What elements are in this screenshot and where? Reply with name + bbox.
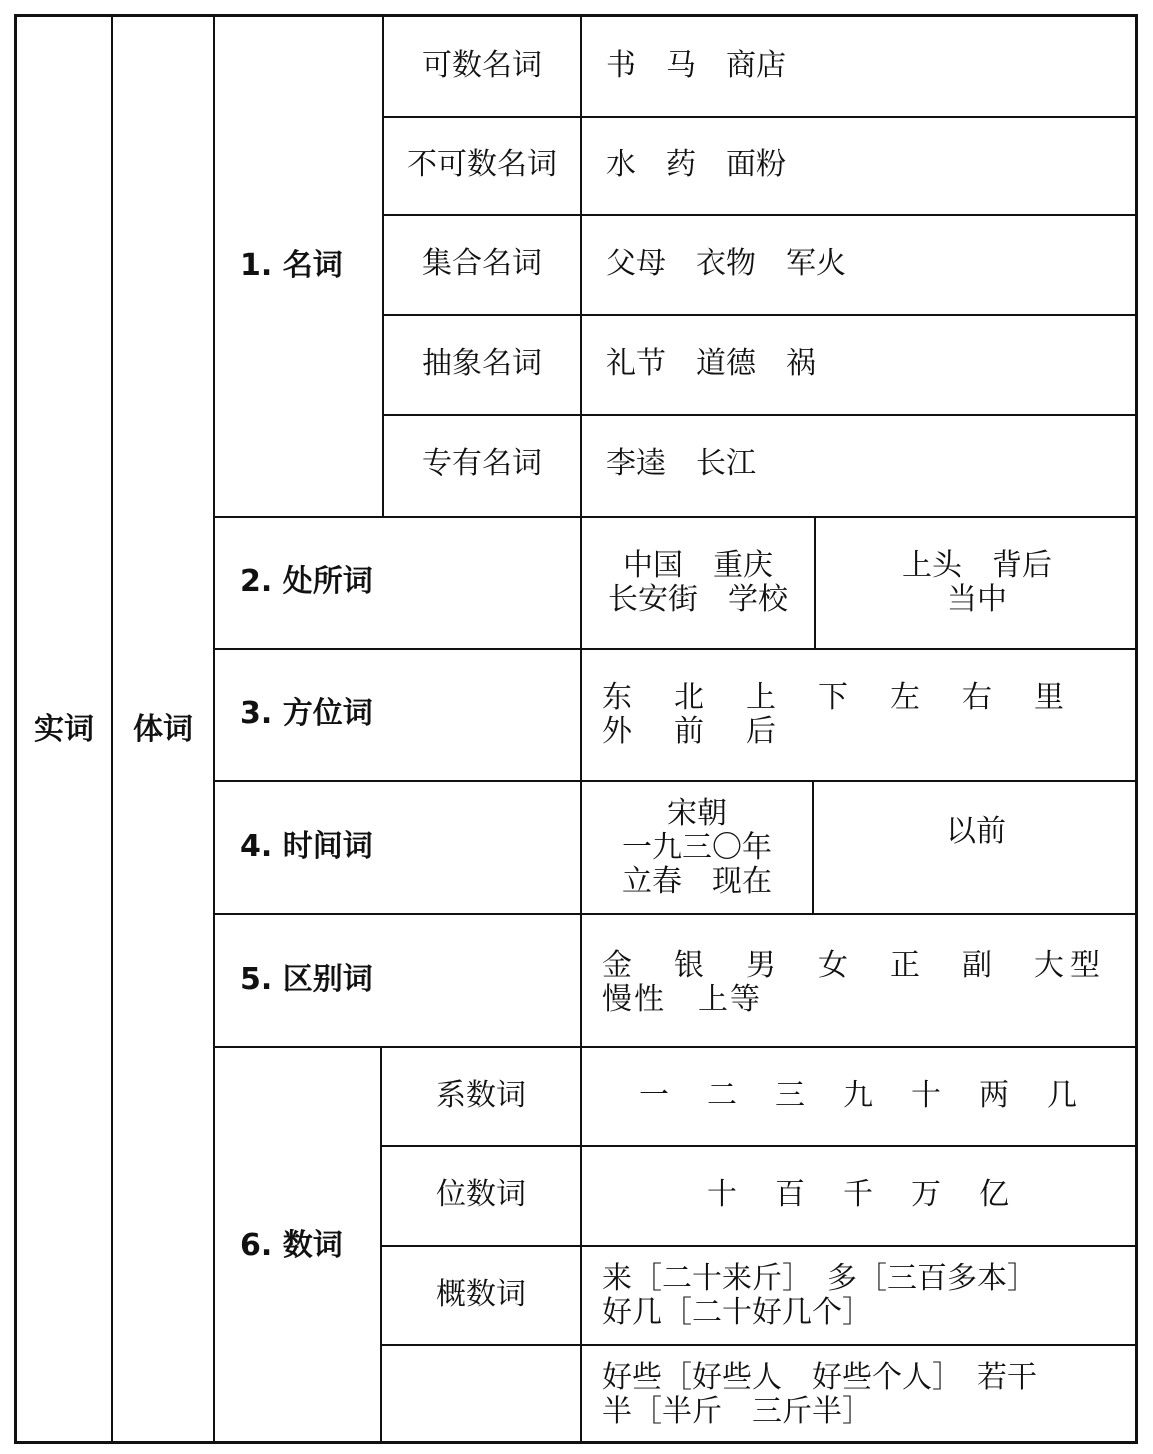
distinguishing-examples: 慢性 上等 (602, 982, 762, 1017)
time-examples: 以前 (946, 814, 1006, 849)
numeral-type: 概数词 (436, 1277, 526, 1312)
noun-type: 不可数名词 (407, 147, 557, 182)
place-examples: 长安街 学校 (608, 582, 788, 617)
place-examples: 当中 (947, 582, 1007, 617)
noun-examples: 李逵 长江 (606, 446, 756, 481)
numeral-examples: 一 二 三 九 十 两 几 (639, 1078, 1081, 1113)
distinguishing-label: 5. 区别词 (240, 962, 373, 997)
noun-type: 抽象名词 (422, 346, 542, 381)
numeral-examples: 好些［好些人 好些个人］ 若干 (602, 1360, 1037, 1395)
noun-examples: 书 马 商店 (606, 48, 786, 83)
numeral-label: 6. 数词 (240, 1228, 343, 1263)
time-examples: 宋朝 (667, 796, 727, 831)
direction-examples: 东 北 上 下 左 右 里 (602, 680, 1070, 715)
noun-examples: 父母 衣物 军火 (606, 246, 846, 281)
numeral-examples: 半［半斤 三斤半］ (602, 1394, 872, 1429)
divider (382, 414, 1138, 416)
time-examples: 一九三〇年 (622, 830, 772, 865)
divider (380, 1344, 1138, 1346)
noun-type: 可数名词 (422, 48, 542, 83)
numeral-examples: 来［二十来斤］ 多［三百多本］ (602, 1261, 1037, 1296)
divider (382, 214, 1138, 216)
place-examples: 上头 背后 (902, 548, 1052, 583)
time-label: 4. 时间词 (240, 829, 373, 864)
divider (213, 648, 1138, 650)
divider (213, 1046, 1138, 1048)
divider (213, 14, 215, 1444)
direction-label: 3. 方位词 (240, 696, 373, 731)
place-examples: 中国 重庆 (623, 548, 773, 583)
distinguishing-examples: 金 银 男 女 正 副 大型 (602, 948, 1106, 983)
divider (213, 516, 1138, 518)
divider (213, 913, 1138, 915)
divider (580, 14, 582, 1444)
numeral-type: 系数词 (436, 1078, 526, 1113)
noun-examples: 礼节 道德 祸 (606, 346, 816, 381)
noun-type: 专有名词 (422, 446, 542, 481)
divider (382, 314, 1138, 316)
noun-examples: 水 药 面粉 (606, 147, 786, 182)
divider (380, 1245, 1138, 1247)
divider (382, 116, 1138, 118)
time-examples: 立春 现在 (622, 864, 772, 899)
place-label: 2. 处所词 (240, 564, 373, 599)
numeral-type: 位数词 (436, 1177, 526, 1212)
numeral-examples: 好几［二十好几个］ (602, 1295, 872, 1330)
content-word-label: 实词 (34, 712, 94, 747)
noun-label: 1. 名词 (240, 248, 343, 283)
direction-examples: 外 前 后 (602, 714, 782, 749)
nominal-label: 体词 (133, 712, 193, 747)
noun-type: 集合名词 (422, 246, 542, 281)
divider (814, 517, 816, 648)
numeral-examples: 十 百 千 万 亿 (707, 1177, 1013, 1212)
divider (213, 780, 1138, 782)
divider (380, 1145, 1138, 1147)
